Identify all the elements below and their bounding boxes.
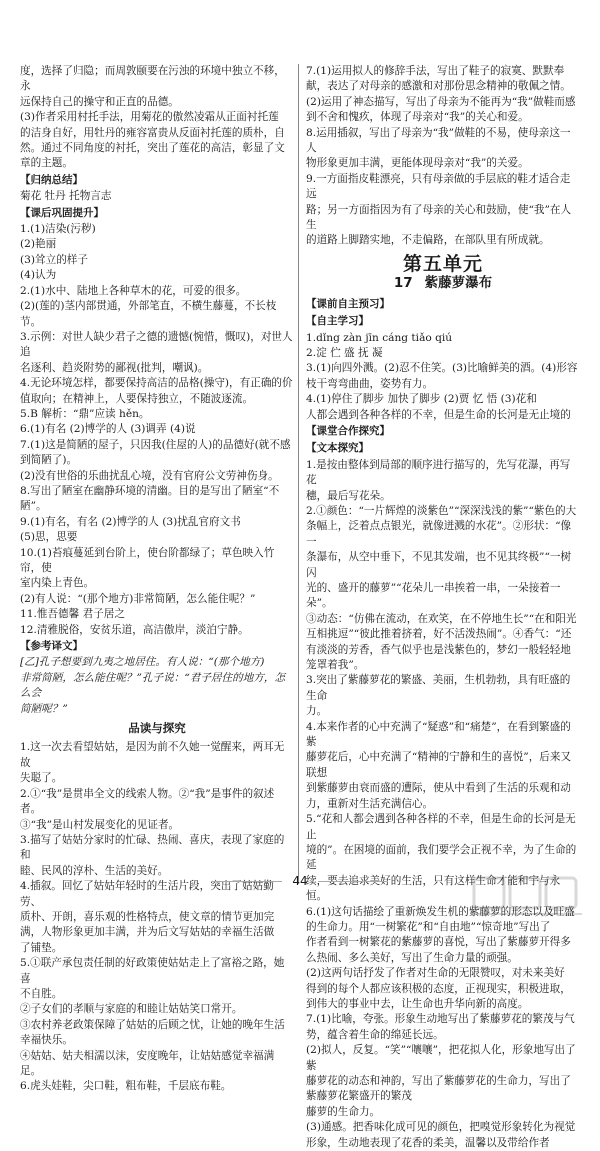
answer-line: 8.运用插叙，写出了母亲为“我”做鞋的不易，使母亲这一人 — [306, 126, 571, 155]
answer-line: 7.(1)运用拟人的修辞手法，写出了鞋子的寂寞、默默奉 — [306, 65, 565, 77]
answer-line: 2.淀 伫 盛 抚 凝 — [306, 346, 383, 359]
answer-line: 章的主题。 — [20, 157, 73, 170]
answer-line: 到紫藤萝由衰而盛的遭际，使从中看到了生活的乐观和动 — [306, 782, 571, 795]
answer-line: 10.(1)苔痕蔓延到台阶上，使台阶都绿了；草色映入竹帘，使 — [20, 546, 275, 574]
answer-line: (5)思，思要 — [20, 531, 78, 544]
answer-line: 条幅上，泛着点点银光，就像迸溅的水花”。②形状：“像一 — [306, 520, 572, 548]
answer-line: 2.①“我”是贯串全文的线索人物。②“我”是事件的叙述者。 — [20, 787, 275, 816]
answer-line: (2)艳丽 — [20, 238, 57, 251]
answer-line: 枝干弯弯曲曲，姿势有力。 — [306, 377, 434, 390]
section-heading: 【课前自主预习】 — [306, 297, 390, 310]
answer-line: ③“我”是山村发展变化的见证者。 — [20, 818, 180, 831]
answer-line: (3)耸立的样子 — [20, 253, 88, 266]
answer-line: 6.(1)这句话描绘了重新焕发生机的紫藤萝的形态以及旺盛 — [306, 905, 575, 918]
lesson-title — [306, 276, 580, 291]
answer-line: (3)通感。把香味化成可见的颜色，把嗅觉形象转化为视觉 — [306, 1121, 576, 1134]
answer-line: 藤萝花后，心中充满了“精神的宁静和生的喜悦”，后来又联想 — [306, 751, 572, 779]
section-heading-row — [306, 440, 580, 457]
answer-line: (2)(莲的)茎内部贯通，外部笔直，不横生藤蔓，不长枝节。 — [20, 300, 277, 328]
answer-line: 笼罩着我”。 — [306, 659, 365, 672]
answer-line: (4)认为 — [20, 269, 57, 282]
answer-line: 穗，最后写花朵。 — [306, 489, 391, 502]
answer-line: 11.惟吾德馨 君子居之 — [20, 608, 125, 621]
answer-line: 7.(1)这是简陋的屋子，只因我(住屋的人)的品德好(就不感 — [20, 438, 291, 451]
answer-line: 8.写出了陋室在幽静环境的清幽。目的是写出了陋室“不陋”。 — [20, 484, 280, 513]
answer-line: 路；另一方面指因为有了母亲的关心和鼓励，使“我”在人生 — [306, 203, 572, 232]
answer-line: 睦、民风的淳朴、生活的美好。 — [20, 864, 169, 877]
answer-line: 4.(1)停住了脚步 加快了脚步 (2)贾 忆 悟 (3)花和 — [306, 393, 537, 406]
answer-line: 的洁身自好，用牡丹的雍容富贵从反面衬托莲的质朴，自 — [20, 126, 285, 139]
translation-line: [乙]孔子想要到九夷之地居住。有人说：“(那个地方) — [20, 656, 265, 669]
translation-line: 简陋呢？” — [20, 702, 68, 715]
answer-line: 3.示例：对世人缺少君子之德的遗憾(惋惜，慨叹)，对世人追 — [20, 330, 293, 359]
section-heading-row — [306, 296, 580, 313]
section-heading: 【自主学习】 — [306, 315, 369, 328]
answer-line: (3)作者采用村托手法，用菊花的傲然凌霜从正面衬托莲 — [20, 111, 279, 124]
answer-line: ③动态：“仿佛在流动，在欢笑，在不停地生长”“在和阳光 — [306, 612, 577, 625]
answer-line: 互相挑逗”“彼此推着挤着，好不活泼热闹”。④香气：“还 — [306, 628, 572, 641]
answer-line: 到简陋了)。 — [20, 454, 78, 467]
unit-title: 第五单元 — [402, 252, 483, 275]
answer-line: 光的、盛开的藤萝”“花朵儿一串挨着一串，一朵接着一朵”。 — [306, 582, 561, 610]
answer-line: 得到的每个人都应该积极的态度，正视现实，积极进取， — [306, 982, 571, 995]
answer-line: 1.这一次去看望姑姑，是因为前不久她一觉醒来，两耳无故 — [20, 741, 285, 769]
watermark-icon — [472, 874, 592, 918]
answer-line: 12.清雅脱俗，安贫乐道，高洁傲岸，淡泊宁静。 — [20, 623, 249, 636]
answer-line: 1.dǐng zàn jīn cáng tiǎo qiú — [306, 331, 453, 344]
answer-line: 献，表达了对母亲的感激和对那份思念精神的敬佩之情。 — [306, 80, 571, 93]
answer-line: 4.插叙。回忆了姑姑年轻时的生活片段，突出了姑姑勤劳、 — [20, 880, 274, 908]
page-number: 44 — [0, 874, 600, 888]
section-heading: 【课后巩固提升】 — [20, 206, 104, 219]
left-column — [20, 64, 294, 1095]
answer-line: 1.是按由整体到局部的顺序进行描写的，先写花瀑，再写花 — [306, 458, 571, 487]
answer-line: 失聪了。 — [20, 772, 63, 785]
right-column — [306, 64, 580, 1151]
answer-line: 6.虎头娃鞋，尖口鞋，粗布鞋，千层底布鞋。 — [20, 1080, 232, 1093]
answer-line: 条瀑布，从空中垂下，不见其发端，也不见其终极”“一树闪 — [306, 551, 572, 579]
answer-line: 质朴、开朗，喜乐观的性格特点，使文章的情节更加完 — [20, 910, 275, 923]
watermark-logo — [472, 874, 592, 918]
answer-line: ②子女们的孝顺与家庭的和睦让姑姑笑口常开。 — [20, 1003, 243, 1016]
answer-line: 形象，生动地表现了花香的柔美，温馨以及带给作者 — [306, 1136, 550, 1149]
answer-line: 么热闹、多么美好，写出了生命力量的顽强。 — [306, 951, 518, 964]
answer-line: (2)拟人，反复。“笑”“嚷嚷”，把花拟人化，形象地写出了紫 — [306, 1044, 576, 1072]
answer-line: 了铺垫。 — [20, 941, 63, 954]
answer-line: 人都会遇到各种各样的不幸，但是生命的长河是无止境的 — [306, 408, 571, 421]
answer-line: 度，选择了归隐；而周敦颐要在污浊的环境中独立不移，永 — [20, 65, 285, 93]
answer-line: 5.①联产承包责任制的好政策使姑姑走上了富裕之路，她喜 — [20, 957, 285, 985]
answer-line: 2.(1)水中、陆地上各种草木的花，可爱的很多。 — [20, 284, 247, 297]
answer-line: 3.(1)向四外溅。(2)忍不住笑。(3)比喻鲜美的酒。(4)形容 — [306, 362, 578, 375]
answer-line: 菊花 牡丹 托物言志 — [20, 190, 112, 203]
answer-line: 续，要去追求美好的生活，只有这样生命才能和宇与永恒。 — [306, 874, 561, 903]
answer-line: 4.本来作者的心中充满了“疑惑”和“痛楚”，在看到繁盛的紫 — [306, 720, 571, 749]
section-heading-row — [306, 423, 580, 440]
answer-line: 4.无论环境怎样，都要保持高洁的品格(操守)，有正确的价 — [20, 377, 293, 390]
sub-section-title: 品读与探究 — [128, 721, 186, 736]
answer-line: 远保持自己的操守和正直的品德。 — [20, 95, 179, 108]
section-heading: 【归纳总结】 — [20, 173, 83, 186]
answer-line: ③农村养老政策保障了姑姑的后顾之忧，让她的晚年生活 — [20, 1018, 285, 1031]
answer-line: 5.“花和人都会遇到各种各样的不幸，但是生命的长河是无止 — [306, 813, 576, 841]
translation-line: 非常简陋，怎么能住呢？”孔子说：“君子居住的地方，怎么会 — [20, 671, 286, 700]
answer-line: 力，重新对生活充满信心。 — [306, 797, 434, 810]
section-heading-row — [20, 205, 294, 222]
answer-line: 力。 — [306, 705, 328, 718]
answer-line: 的生命力。用“一树繁花”和“自由地”“惊奇地”写出了 — [306, 920, 551, 933]
answer-line: 幸福快乐。 — [20, 1034, 73, 1047]
answer-line: 1.(1)洁染(污秽) — [20, 223, 96, 236]
answer-line: 值取向；在精神上，人要保持独立，不随波逐流。 — [20, 392, 254, 405]
answer-line: (2)没有世俗的乐曲扰乱心境，没有官府公文劳神伤身。 — [20, 469, 279, 482]
answer-line: 满，人物形象更加丰满，并为后文写姑姑的幸福生活做 — [20, 926, 275, 939]
answer-line: 9.一方面指皮鞋漂亮，只有母亲做的手层底的鞋才适合走远 — [306, 172, 571, 201]
column-divider — [298, 64, 299, 884]
answer-line: (2)这两句话抒发了作者对生命的无限赞叹，对未来美好 — [306, 967, 565, 980]
answer-line: 然。通过不同角度的衬托，突出了莲花的高洁，彰显了文 — [20, 142, 285, 155]
section-heading: 【文本探究】 — [306, 442, 369, 455]
answer-line: 9.(1)有名，有名 (2)博学的人 (3)扰乱官府文书 — [20, 515, 241, 528]
answer-line: 势，蕴含着生命的绵延长远。 — [306, 1028, 444, 1041]
answer-line: 5.B 解析：“鼎”应读 hěn。 — [20, 407, 150, 420]
section-heading: 【参考译文】 — [20, 640, 83, 653]
answer-line: 藤萝的生命力。 — [306, 1105, 381, 1118]
answer-line: 名逐利、趋炎附势的鄙视(批判，嘲讽)。 — [20, 361, 209, 374]
answer-line: 藤萝花的动态和神韵，写出了紫藤萝花的生命力，写出了紫藤萝花繁盛开的繁茂 — [306, 1075, 571, 1103]
answer-line: 7.(1)比喻，夸张。形象生动地写出了紫藤萝花的繁茂与气 — [306, 1013, 575, 1026]
lesson-name: 紫藤萝瀑布 — [424, 275, 493, 292]
section-heading-row — [306, 313, 580, 330]
answer-line: 作者看到一树繁花的紫藤萝的喜悦，写出了紫藤萝开得多 — [306, 936, 571, 949]
answer-line: 6.(1)有名 (2)博学的人 (3)调弄 (4)说 — [20, 423, 196, 436]
answer-line: 有淡淡的芳香，香气似乎也是浅紫色的，梦幻一般轻轻地 — [306, 643, 571, 656]
answer-line: (2)运用了神态描写，写出了母亲为不能再为“我”做鞋而感 — [306, 95, 576, 108]
lesson-number: 17 — [393, 275, 413, 292]
section-heading: 【课堂合作探究】 — [306, 424, 390, 437]
answer-line: 的道路上脚踏实地，不走偏路，在部队里有所成就。 — [306, 234, 550, 247]
answer-line: 不自胜。 — [20, 987, 63, 1000]
section-heading-row — [20, 172, 294, 189]
answer-line: 3.突出了紫藤萝花的繁盛、美丽，生机勃勃，具有旺盛的生命 — [306, 674, 571, 702]
answer-line: 2.①颜色：“一片辉煌的淡紫色”“深深浅浅的紫”“紫色的大 — [306, 504, 577, 517]
section-heading-row — [20, 638, 294, 655]
answer-line: 物形象更加丰满，更能体现母亲对“我”的关爱。 — [306, 157, 529, 170]
answer-line: (2)有人说：“(那个地方)非常简陋，怎么能住呢？” — [20, 592, 256, 605]
answer-line: 境的”。在困境的面前，我们要学会正视不幸，为了生命的延 — [306, 843, 577, 872]
answer-line: 到伟大的事业中去，让生命也升华向新的高度。 — [306, 997, 529, 1010]
answer-line: 3.描写了姑姑分家时的忙碌、热闹、喜庆，表现了家庭的和 — [20, 833, 285, 862]
answer-line: ④姑姑、姑夫相濡以沫，安度晚年，让姑姑感觉幸福满足。 — [20, 1049, 275, 1077]
answer-line: 到不舍和愧疚，体现了母亲对“我”的关心和爱。 — [306, 111, 529, 124]
answer-line: 室内染上青色。 — [20, 577, 95, 590]
